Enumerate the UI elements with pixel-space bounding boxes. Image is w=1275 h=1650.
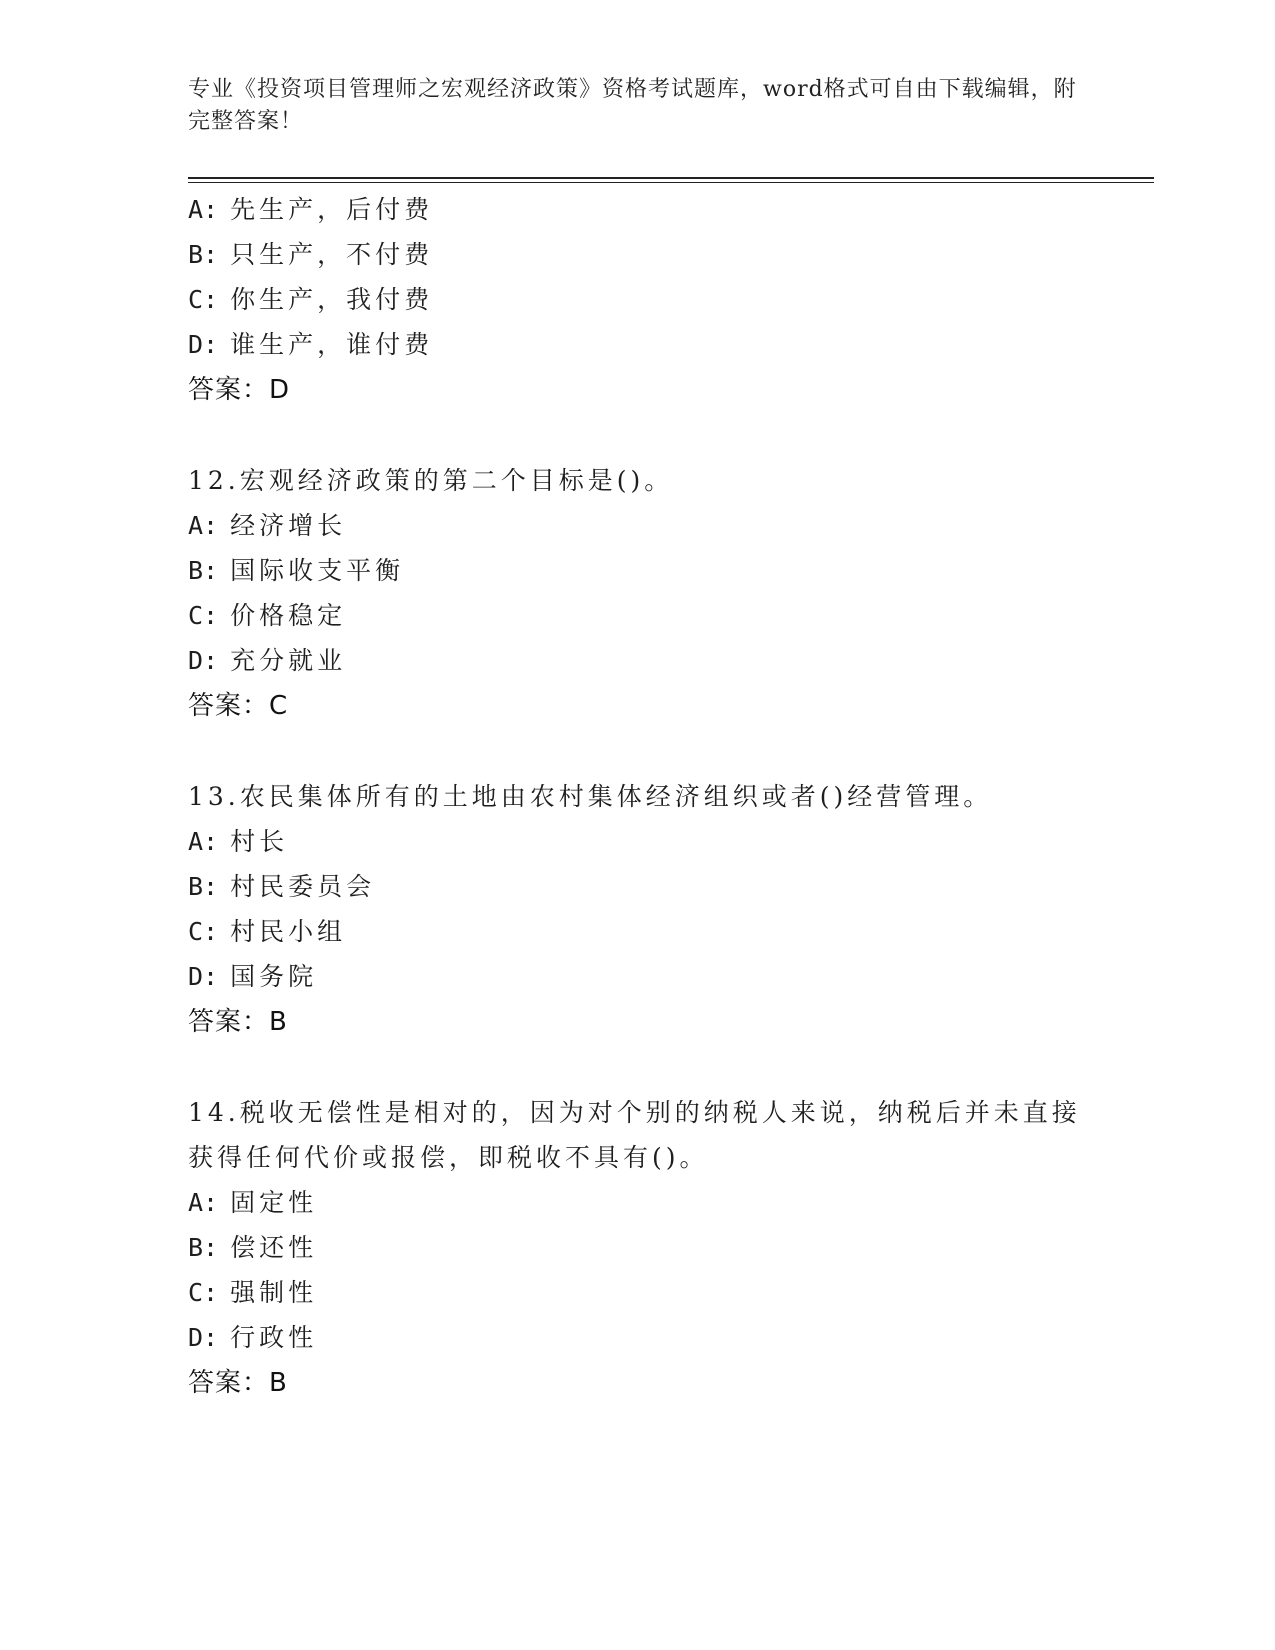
document-header: 专业《投资项目管理师之宏观经济政策》资格考试题库，word格式可自由下载编辑，附完整答案！	[188, 77, 1077, 134]
option-b: B: 只生产，不付费	[188, 240, 434, 269]
answer: 答案：B	[188, 1007, 288, 1037]
answer: 答案：D	[188, 375, 291, 405]
question-13: 13.农民集体所有的土地由农村集体经济组织或者()经营管理。	[188, 782, 993, 811]
option-d: D: 充分就业	[188, 646, 347, 675]
answer: 答案：C	[188, 691, 289, 721]
option-b: B: 村民委员会	[188, 872, 376, 901]
option-a: A: 经济增长	[188, 511, 347, 540]
option-c: C: 你生产，我付费	[188, 285, 434, 314]
option-c: C: 价格稳定	[188, 601, 347, 630]
option-a: A: 村长	[188, 827, 289, 856]
option-b: B: 国际收支平衡	[188, 556, 405, 585]
option-c: C: 强制性	[188, 1278, 318, 1307]
option-a: A: 先生产，后付费	[188, 195, 434, 224]
question-14: 14.税收无偿性是相对的，因为对个别的纳税人来说，纳税后并未直接获得任何代价或报偿，即税收不具有()。	[188, 1098, 1081, 1172]
header-divider-bottom	[188, 182, 1154, 183]
question-12: 12.宏观经济政策的第二个目标是()。	[188, 466, 674, 495]
header-divider-top	[188, 177, 1154, 179]
answer: 答案：B	[188, 1368, 288, 1398]
option-b: B: 偿还性	[188, 1233, 318, 1262]
option-d: D: 行政性	[188, 1323, 318, 1352]
option-c: C: 村民小组	[188, 917, 347, 946]
option-d: D: 谁生产，谁付费	[188, 330, 434, 359]
option-a: A: 固定性	[188, 1188, 318, 1217]
option-d: D: 国务院	[188, 962, 318, 991]
